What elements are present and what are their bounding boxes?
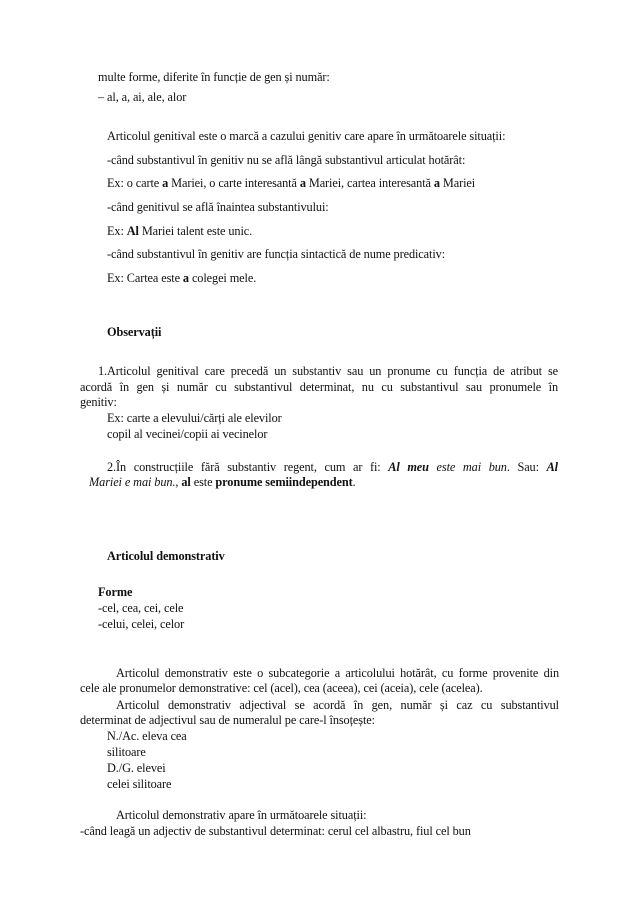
forme-line-2: -celui, celei, celor xyxy=(98,617,185,631)
demonstrativ-situation-1: -când leagă un adjectiv de substantivul determinat: cerul cel albastru, fiul cel bun xyxy=(80,824,471,838)
observatii-point-1-line-3: genitiv: xyxy=(80,395,117,409)
intro-line-2: – al, a, ai, ale, alor xyxy=(98,90,187,104)
observatii-point-2-line-2: Mariei e mai bun., al este pronume semiindependent. xyxy=(89,475,356,489)
intro-line-1: multe forme, diferite în funcție de gen și număr: xyxy=(98,70,330,84)
observatii-point-2-line-1: 2.În construcțiile fără substantiv regent, cum ar fi: Al meu este mai bun. Sau: Al xyxy=(107,460,558,474)
demonstrativ-paragraph-2-line-2: determinat de adjectivul sau de numeralul pe care-l însoțește: xyxy=(80,713,375,727)
demonstrativ-example-silitoare-2: celei silitoare xyxy=(107,777,172,791)
demonstrativ-paragraph-1-line-2: cele ale pronumelor demonstrative: cel (acel), cea (aceea), cei (aceia), cele (acelea). xyxy=(80,681,483,695)
demonstrativ-situations-intro: Articolul demonstrativ apare în următoarele situații: xyxy=(116,808,367,822)
genitival-example-1: Ex: o carte a Mariei, o carte interesantă a Mariei, cartea interesantă a Mariei xyxy=(107,176,476,190)
forme-heading: Forme xyxy=(98,585,133,599)
genitival-situation-2: -când genitivul se află înaintea substantivului: xyxy=(107,200,329,214)
genitival-example-2: Ex: Al Mariei talent este unic. xyxy=(107,224,253,238)
demonstrativ-example-genitive: D./G. elevei xyxy=(107,761,166,775)
observatii-point-1-line-2: acordă în gen și număr cu substantivul determinat, nu cu substantivul sau pronumele în xyxy=(80,380,558,394)
genitival-situation-1: -când substantivul în genitiv nu se află lângă substantivul articulat hotărât: xyxy=(107,153,466,167)
demonstrativ-example-silitoare-1: silitoare xyxy=(107,745,146,759)
demonstrativ-heading: Articolul demonstrativ xyxy=(107,549,225,563)
observatii-example-2: copil al vecinei/copii ai vecinelor xyxy=(107,427,268,441)
observatii-example-1: Ex: carte a elevului/cărți ale elevilor xyxy=(107,411,282,425)
genitival-paragraph: Articolul genitival este o marcă a cazului genitiv care apare în următoarele situații: xyxy=(107,129,506,143)
genitival-situation-3: -când substantivul în genitiv are funcția sintactică de nume predicativ: xyxy=(107,247,446,261)
observatii-heading: Observații xyxy=(107,325,162,339)
demonstrativ-example-nominative: N./Ac. eleva cea xyxy=(107,729,187,743)
genitival-example-3: Ex: Cartea este a colegei mele. xyxy=(107,271,257,285)
demonstrativ-paragraph-2-line-1: Articolul demonstrativ adjectival se acordă în gen, număr și caz cu substantivul xyxy=(116,698,559,712)
observatii-point-1-line-1: 1.Articolul genitival care precedă un substantiv sau un pronume cu funcția de atribut se xyxy=(98,364,558,378)
forme-line-1: -cel, cea, cei, cele xyxy=(98,601,184,615)
demonstrativ-paragraph-1-line-1: Articolul demonstrativ este o subcategorie a articolului hotărât, cu forme provenite din xyxy=(116,666,559,680)
